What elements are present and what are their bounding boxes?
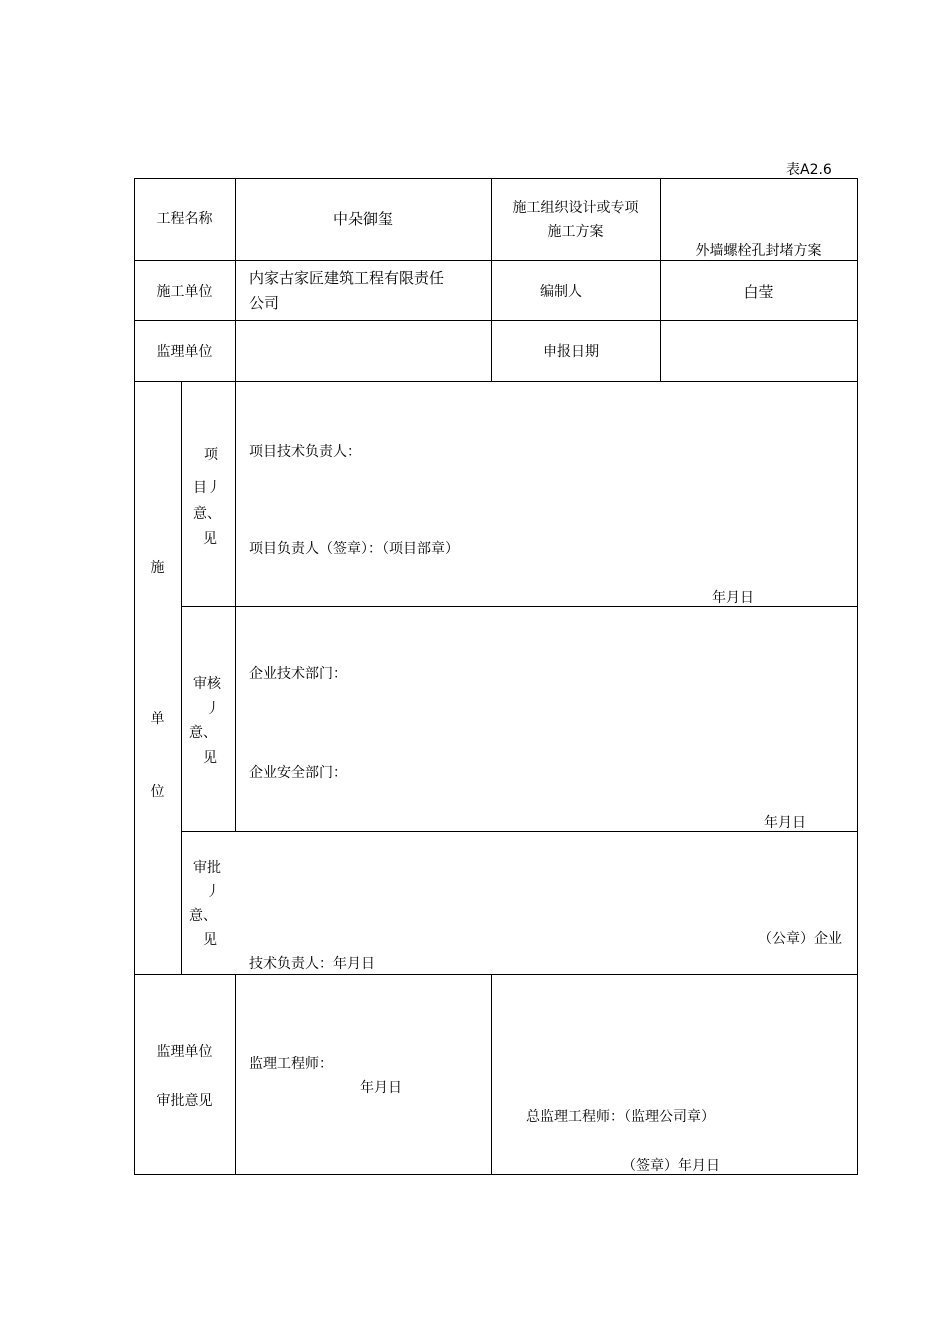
review-opinion-label: 审核 [193, 676, 221, 692]
row-divider [134, 260, 858, 261]
review-opinion-label: 丿 [206, 701, 220, 717]
author-value: 白莹 [743, 283, 774, 301]
col-divider [235, 381, 236, 832]
project-opinion-label: 意、 [193, 506, 221, 522]
tech-lead-field: 项目技术负责人： [249, 444, 361, 460]
approval-opinion-label: 见 [203, 932, 217, 948]
col-divider [660, 178, 661, 381]
table-border-left [134, 178, 135, 1175]
author-label: 编制人 [540, 284, 582, 300]
construction-unit-label-char: 单 [150, 711, 165, 727]
project-name-value: 中朵御玺 [332, 210, 393, 228]
supervisor-label: 监理单位 [156, 344, 213, 360]
col-divider [235, 178, 236, 381]
contractor-value-line1: 内家古家匠建筑工程有限责任 [249, 269, 445, 287]
review-opinion-label: 意、 [189, 725, 217, 741]
safety-dept-field: 企业安全部门： [249, 765, 347, 781]
project-opinion-label: 见 [203, 531, 217, 547]
supervision-label-line1: 监理单位 [156, 1044, 213, 1060]
project-opinion-label: 项 [204, 447, 218, 463]
review-opinion-label: 见 [203, 750, 217, 766]
col-divider [181, 381, 182, 974]
tech-dept-field: 企业技术部门： [249, 666, 347, 682]
row-divider [134, 381, 858, 382]
table-border-right [857, 178, 858, 1175]
form-code: 表A2.6 [786, 162, 832, 178]
chief-engineer-field: 总监理工程师：（监理公司章） [526, 1109, 715, 1125]
col-divider [235, 974, 236, 1174]
company-seal-field: （公章）企业 [758, 931, 842, 947]
approval-opinion-label: 审批 [193, 860, 221, 876]
row-divider [181, 831, 858, 832]
table-border-top [134, 178, 858, 179]
supervision-label-line2: 审批意见 [156, 1093, 213, 1109]
contractor-value-line2: 公司 [249, 294, 280, 312]
construction-unit-label-char: 施 [150, 560, 165, 576]
approval-opinion-label: 丿 [206, 884, 220, 900]
plan-label-line1: 施工组织设计或专项 [512, 200, 639, 216]
row-divider [134, 974, 858, 975]
supervising-engineer-field: 监理工程师： [249, 1056, 333, 1072]
contractor-label: 施工单位 [156, 284, 213, 300]
project-opinion-label: 目丿 [193, 480, 221, 496]
pm-signature-field: 项目负责人（签章）：（项目部章） [249, 541, 459, 557]
row-divider [134, 320, 858, 321]
report-date-label: 申报日期 [543, 344, 599, 360]
plan-label-line2: 施工方案 [547, 224, 604, 240]
col-divider [491, 974, 492, 1174]
table-border-bottom [134, 1174, 858, 1175]
chief-engineer-date: （签章）年月日 [622, 1158, 720, 1174]
project-name-label: 工程名称 [156, 211, 213, 227]
row-divider [181, 606, 858, 607]
approval-opinion-label: 意、 [189, 908, 217, 924]
company-tech-lead-date: 技术负责人：年月日 [249, 956, 375, 972]
project-opinion-date: 年月日 [712, 590, 754, 606]
construction-unit-label-char: 位 [150, 784, 165, 800]
review-opinion-date: 年月日 [764, 815, 806, 831]
supervising-engineer-date: 年月日 [360, 1080, 402, 1096]
plan-name-value: 外墙螺栓孔封堵方案 [695, 243, 822, 259]
